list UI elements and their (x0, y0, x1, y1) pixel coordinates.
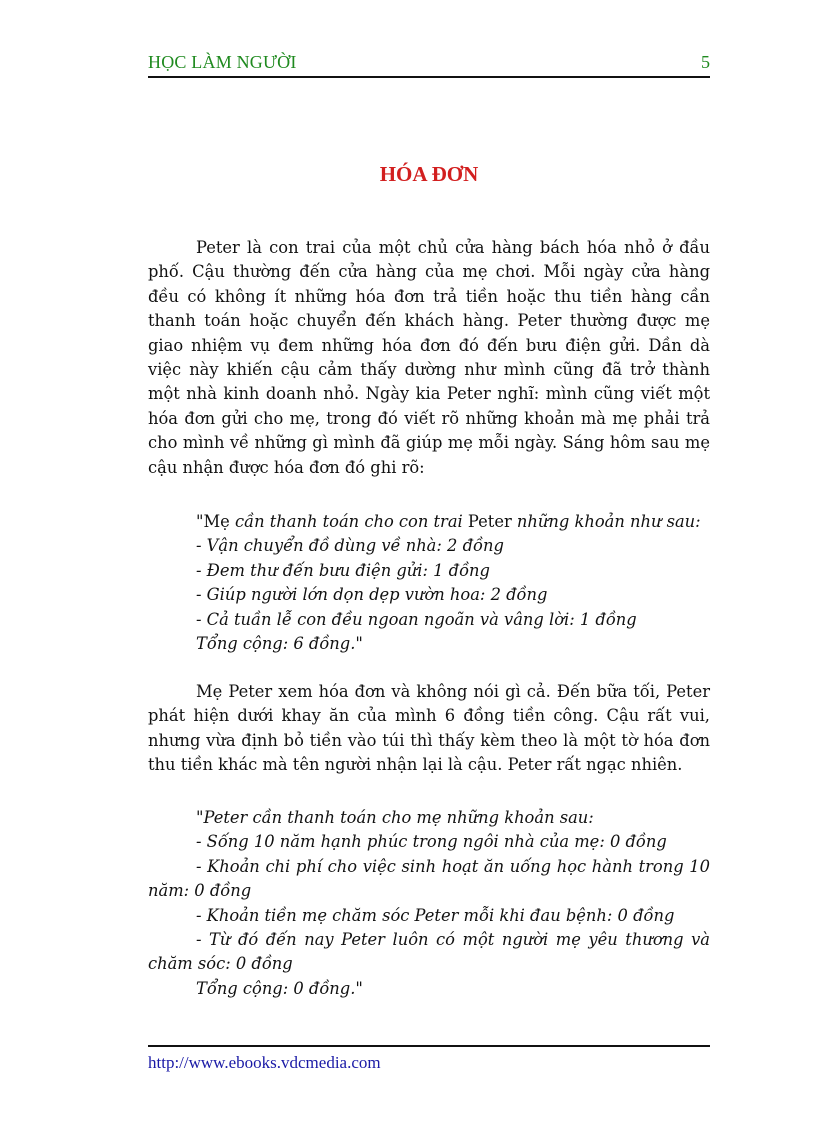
bill-item: - Vận chuyển đồ dùng về nhà: 2 đồng (196, 536, 504, 556)
page-header (148, 52, 710, 78)
chapter-title: HÓA ĐƠN (379, 162, 479, 186)
bill-item: - Cả tuần lễ con đều ngoan ngoãn và vâng lời: 1 đồng (196, 609, 637, 629)
bill-item: - Đem thư đến bưu điện gửi: 1 đồng (196, 560, 490, 580)
bill-intro: "Peter cần thanh toán cho mẹ những khoản sau: (196, 808, 594, 827)
story-paragraph-2 (148, 680, 710, 778)
bill-item: - Khoản chi phí cho việc sinh hoạt ăn uống học hành trong 10 năm: 0 đồng (148, 856, 710, 901)
book-title: HỌC LÀM NGƯỜI (148, 52, 297, 72)
page-number: 5 (701, 52, 710, 72)
bill-intro: "Mẹ cần thanh toán cho con trai Peter những khoản như sau: (196, 512, 701, 531)
bill-total: Tổng cộng: 0 đồng." (196, 978, 363, 998)
page-footer (148, 1045, 710, 1073)
bill-item: - Từ đó đến nay Peter luôn có một người mẹ yêu thương và chăm sóc: 0 đồng (148, 930, 710, 974)
bill-item: - Giúp người lớn dọn dẹp vườn hoa: 2 đồng (196, 585, 548, 605)
paragraph-text: Mẹ Peter xem hóa đơn và không nói gì cả. Đến bữa tối, Peter phát hiện dưới khay ăn của mình 6 đồng tiền công. Cậu rất vui, nhưng vừa định bỏ tiền vào túi thì thấy kèm theo là một tờ hóa đơn thu tiền khác mà tên người nhận lại là cậu. Peter rất ngạc nhiên. (148, 682, 710, 775)
bill-item: - Khoản tiền mẹ chăm sóc Peter mỗi khi đau bệnh: 0 đồng (196, 905, 675, 925)
bill-from-mother (148, 806, 710, 1001)
paragraph-text: Peter là con trai của một chủ cửa hàng bách hóa nhỏ ở đầu phố. Cậu thường đến cửa hàng của mẹ chơi. Mỗi ngày cửa hàng đều có không ít những hóa đơn trả tiền hoặc thu tiền hàng cần thanh toán hoặc chuyển đến khách hàng. Peter thường được mẹ giao nhiệm vụ đem những hóa đơn đó đến bưu điện gửi. Dần dà việc này khiến cậu cảm thấy dường như mình cũng đã trở thành một nhà kinh doanh nhỏ. Ngày kia Peter nghĩ: mình cũng viết một hóa đơn gửi cho mẹ, trong đó viết rõ những khoản mà mẹ phải trả cho mình về những gì mình đã giúp mẹ mỗi ngày. Sáng hôm sau mẹ cậu nhận được hóa đơn đó ghi rõ: (148, 238, 710, 477)
footer-link[interactable]: http://www.ebooks.vdcmedia.com (148, 1053, 381, 1072)
story-paragraph-1 (148, 236, 710, 480)
bill-from-peter (148, 510, 710, 656)
bill-total: Tổng cộng: 6 đồng." (196, 634, 363, 654)
bill-item: - Sống 10 năm hạnh phúc trong ngôi nhà của mẹ: 0 đồng (196, 832, 667, 852)
